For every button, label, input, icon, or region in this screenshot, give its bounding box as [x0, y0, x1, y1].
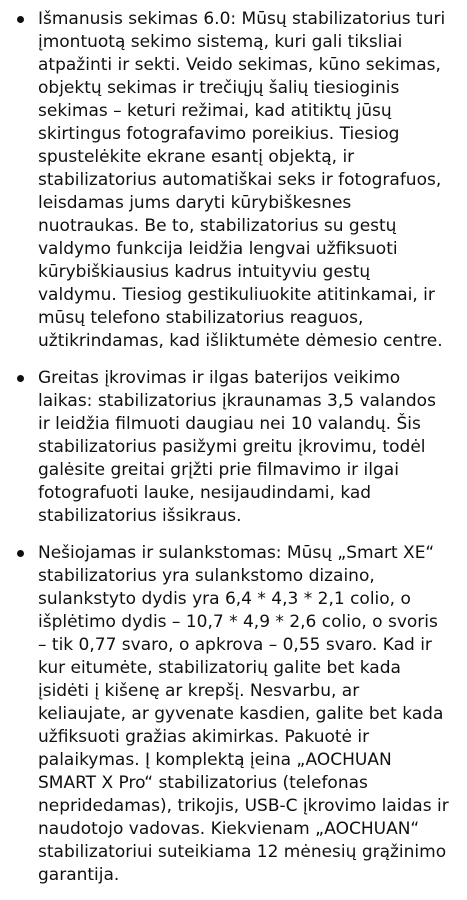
feature-text: Išmanusis sekimas 6.0: Mūsų stabilizatorius turi įmontuotą sekimo sistemą, kuri gali tiksliai atpažinti ir sekti. Veido sekimas, kūno sekimas, objektų sekimas ir trečiųjų šalių tiesioginis sekimas – keturi režimai, kad atitiktų jūsų skirtingus fotografavimo poreikius. Tiesiog spustelėkite ekrane esantį objektą, ir stabilizatorius automatiškai seks ir fotografuos, leisdamas jums daryti kūrybiškesnes nuotraukas. Be to, stabilizatorius su gestų valdymo funkcija leidžia lengvai užfiksuoti kūrybiškiausius kadrus intuityviu gestų valdymu. Tiesiog gestikuliuokite atitinkamai, ir mūsų telefono stabilizatorius reaguos, užtikrindamas, kad išliktumėte dėmesio centre. [38, 9, 446, 351]
feature-bullet-list [10, 8, 449, 887]
feature-item-fast-charging [10, 367, 449, 528]
bullet-icon [17, 16, 24, 23]
cropped-previous-text [10, 0, 449, 8]
feature-item-portable-foldable [10, 542, 449, 887]
feature-item-smart-tracking [10, 8, 449, 353]
bullet-icon [17, 550, 24, 557]
bullet-icon [17, 375, 24, 382]
feature-text: Nešiojamas ir sulankstomas: Mūsų „Smart XE“ stabilizatorius yra sulankstomo dizaino, sulankstyto dydis yra 6,4 * 4,3 * 2,1 colio, o išplėtimo dydis – 10,7 * 4,9 * 2,6 colio, o svoris – tik 0,77 svaro, o apkrova – 0,55 svaro. Kad ir kur eitumėte, stabilizatorių galite bet kada įsidėti į kišenę ar krepšį. Nesvarbu, ar keliaujate, ar gyvenate kasdien, galite bet kada užfiksuoti gražias akimirkas. Pakuotė ir palaikymas. Į komplektą įeina „AOCHUAN SMART X Pro“ stabilizatorius (telefonas nepridedamas), trikojis, USB-C įkrovimo laidas ir naudotojo vadovas. Kiekvienam „AOCHUAN“ stabilizatoriui suteikiama 12 mėnesių grąžinimo garantija. [38, 543, 449, 885]
feature-text: Greitas įkrovimas ir ilgas baterijos veikimo laikas: stabilizatorius įkraunamas 3,5 valandos ir leidžia filmuoti daugiau nei 10 valandų. Šis stabilizatorius pasižymi greitu įkrovimu, todėl galėsite greitai grįžti prie filmavimo ir ilgai fotografuoti lauke, nesijaudindami, kad stabilizatorius išsikraus. [38, 368, 436, 526]
